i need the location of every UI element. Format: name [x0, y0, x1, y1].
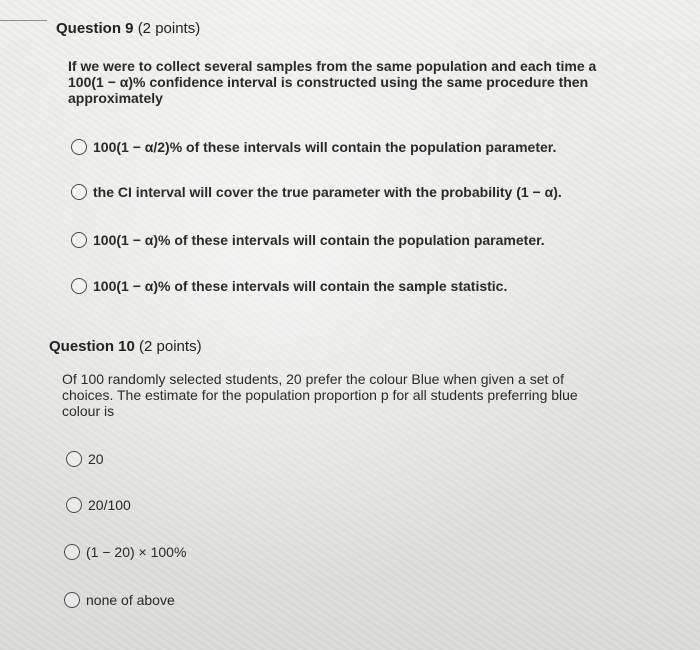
radio-button[interactable]: [64, 544, 80, 560]
question-10-prompt-line-1: Of 100 randomly selected students, 20 prefer the colour Blue when given a set of: [62, 371, 564, 387]
question-9-option-1[interactable]: [71, 139, 556, 155]
question-10-prompt-line-2: choices. The estimate for the population proportion p for all students preferring blue: [62, 387, 578, 403]
option-label: 100(1 − α)% of these intervals will contain the population parameter.: [93, 232, 545, 248]
radio-button[interactable]: [71, 184, 87, 200]
question-10-option-1[interactable]: [66, 451, 104, 467]
option-label: 100(1 − α/2)% of these intervals will contain the population parameter.: [93, 139, 557, 155]
question-9-prompt-line-2: 100(1 − α)% confidence interval is constructed using the same procedure then: [68, 74, 589, 90]
question-9-prompt-line-3: approximately: [68, 90, 163, 106]
question-10-prompt-line-3: colour is: [62, 403, 115, 419]
option-label: (1 − 20) × 100%: [86, 544, 187, 560]
option-label: 20: [88, 451, 104, 467]
radio-button[interactable]: [66, 497, 82, 513]
question-9-title: [56, 20, 200, 37]
question-9-option-4[interactable]: [71, 278, 507, 294]
question-9-option-3[interactable]: [71, 232, 545, 248]
question-10-points: (2 points): [139, 338, 202, 355]
radio-button[interactable]: [71, 139, 87, 155]
question-10-option-4[interactable]: [64, 592, 175, 608]
question-9-prompt: [68, 58, 596, 106]
question-10-option-2[interactable]: [66, 497, 131, 513]
radio-button[interactable]: [71, 278, 87, 294]
divider-line: [0, 20, 47, 21]
question-10-title: [49, 338, 202, 355]
question-10-number: Question 10: [49, 338, 135, 355]
question-9-prompt-line-1: If we were to collect several samples from the same population and each time a: [68, 58, 597, 74]
option-label: the CI interval will cover the true parameter with the probability (1 − α).: [93, 184, 562, 200]
question-10-prompt: [62, 371, 578, 419]
question-10-option-3[interactable]: [64, 544, 186, 560]
question-9-number: Question 9: [56, 20, 134, 37]
option-label: 20/100: [88, 497, 131, 513]
option-label: none of above: [86, 592, 175, 608]
question-9-points: (2 points): [137, 20, 201, 37]
radio-button[interactable]: [66, 451, 82, 467]
radio-button[interactable]: [64, 592, 80, 608]
option-label: 100(1 − α)% of these intervals will contain the sample statistic.: [93, 278, 508, 294]
radio-button[interactable]: [71, 232, 87, 248]
question-9-option-2[interactable]: [71, 184, 562, 200]
